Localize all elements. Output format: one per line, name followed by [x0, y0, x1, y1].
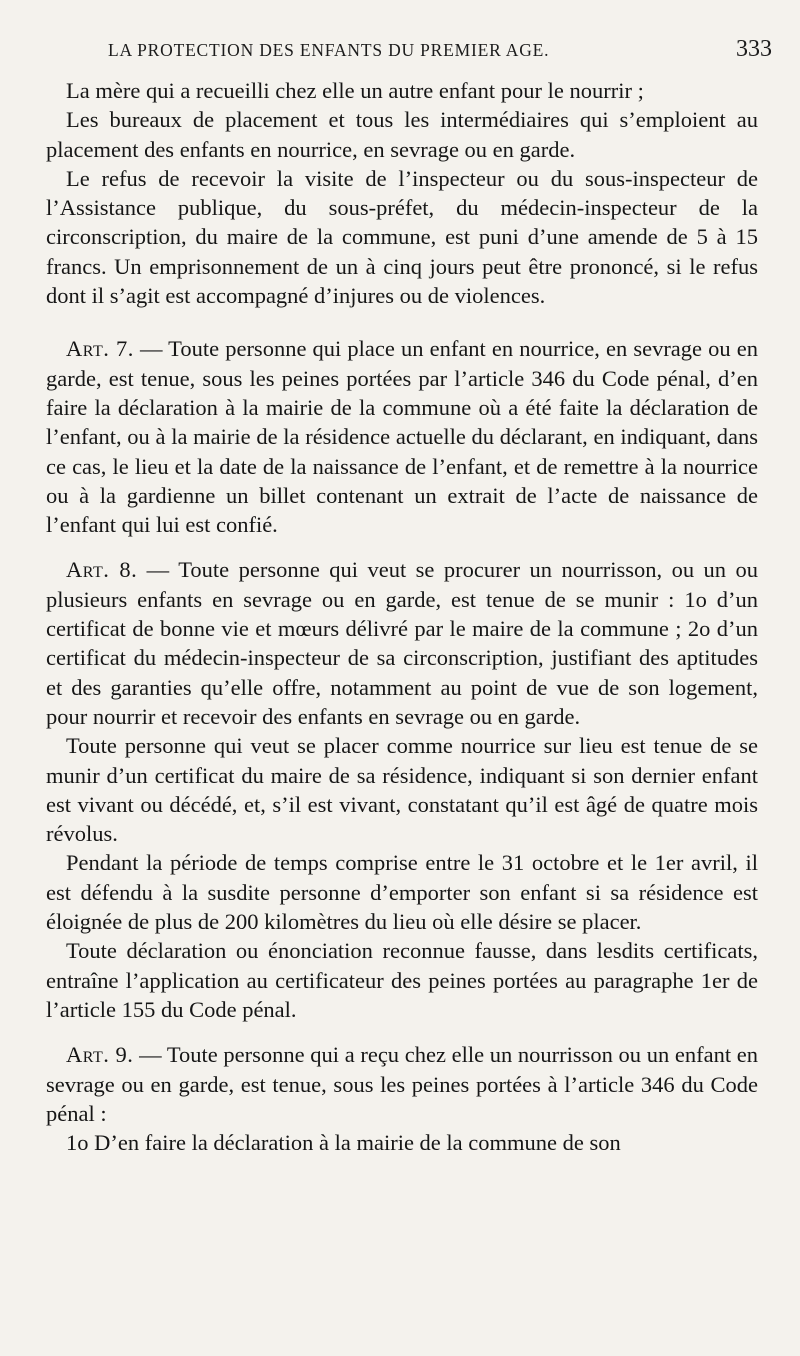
article-8: [46, 555, 758, 731]
paragraph-nourrice-sur-lieu: Toute personne qui veut se placer comme nourrice sur lieu est tenue de se munir d’un certificat du maire de sa résidence, indiquant si son dernier enfant est vivant ou décédé, et, s’il est vivant, constatant qu’il est âgé de quatre mois révolus.: [46, 733, 758, 847]
page-header: [108, 36, 772, 64]
article-9: [46, 1040, 758, 1128]
paragraph-refus: Le refus de recevoir la visite de l’inspecteur ou du sous-inspecteur de l’Assistance publique, du sous-préfet, du médecin-inspecteur de la circonscription, du maire de la commune, est puni d’une amende de 5 à 15 francs. Un emprisonnement de un à cinq jours peut être prononcé, si le refus dont il s’agit est accompagné d’injures ou de violences.: [46, 165, 758, 309]
paragraph-periode: Pendant la période de temps comprise entre le 31 octobre et le 1er avril, il est défendu à la susdite personne d’emporter son enfant si sa résidence est éloignée de plus de 200 kilomètres du lieu où elle désire se placer.: [46, 850, 758, 935]
article-9-label: Art. 9.: [66, 1042, 134, 1068]
article-9-text: — Toute personne qui a reçu chez elle un nourrisson ou un enfant en sevrage ou en garde, est tenue, sous les peines portées à l’article 346 du Code pénal :: [46, 1042, 758, 1126]
article-7: [46, 334, 758, 539]
body-text: [46, 76, 758, 1157]
paragraph-declaration-fausse: Toute déclaration ou énonciation reconnue fausse, dans lesdits certificats, entraîne l’application au certificateur des peines portées au paragraphe 1er de l’article 155 du Code pénal.: [46, 938, 758, 1022]
article-8-text: — Toute personne qui veut se procurer un nourrisson, ou un ou plusieurs enfants en sevrage ou en garde, est tenue de se munir : 1o d’un certificat de bonne vie et mœurs délivré par le maire de la commune ; 2o d’un certificat du médecin-inspecteur de sa circonscription, justifiant des aptitudes et des garanties qu’elle offre, notamment au point de vue de son logement, pour nourrir et recevoir des enfants en sevrage ou en garde.: [46, 557, 758, 729]
article-7-label: Art. 7.: [66, 336, 134, 362]
paragraph-nourrir: La mère qui a recueilli chez elle un autre enfant pour le nourrir ;: [66, 78, 644, 103]
article-7-text: — Toute personne qui place un enfant en nourrice, en sevrage ou en garde, est tenue, sous les peines portées par l’article 346 du Code pénal, d’en faire la déclaration à la mairie de la commune où a été faite la déclaration de l’enfant, ou à la mairie de la résidence actuelle du déclarant, en indiquant, dans ce cas, le lieu et la date de la naissance de l’enfant, et de remettre à la nourrice ou à la gardienne un billet contenant un extrait de l’acte de naissance de l’enfant qui lui est confié.: [46, 336, 758, 538]
paragraph-declaration-mairie: 1o D’en faire la déclaration à la mairie de la commune de son: [66, 1130, 621, 1156]
page-number: 333: [736, 36, 772, 62]
running-head: LA PROTECTION DES ENFANTS DU PREMIER AGE.: [108, 40, 550, 60]
article-8-label: Art. 8.: [66, 557, 138, 583]
paragraph-bureaux: Les bureaux de placement et tous les intermédiaires qui s’emploient au placement des enfants en nourrice, en sevrage ou en garde.: [46, 107, 758, 162]
